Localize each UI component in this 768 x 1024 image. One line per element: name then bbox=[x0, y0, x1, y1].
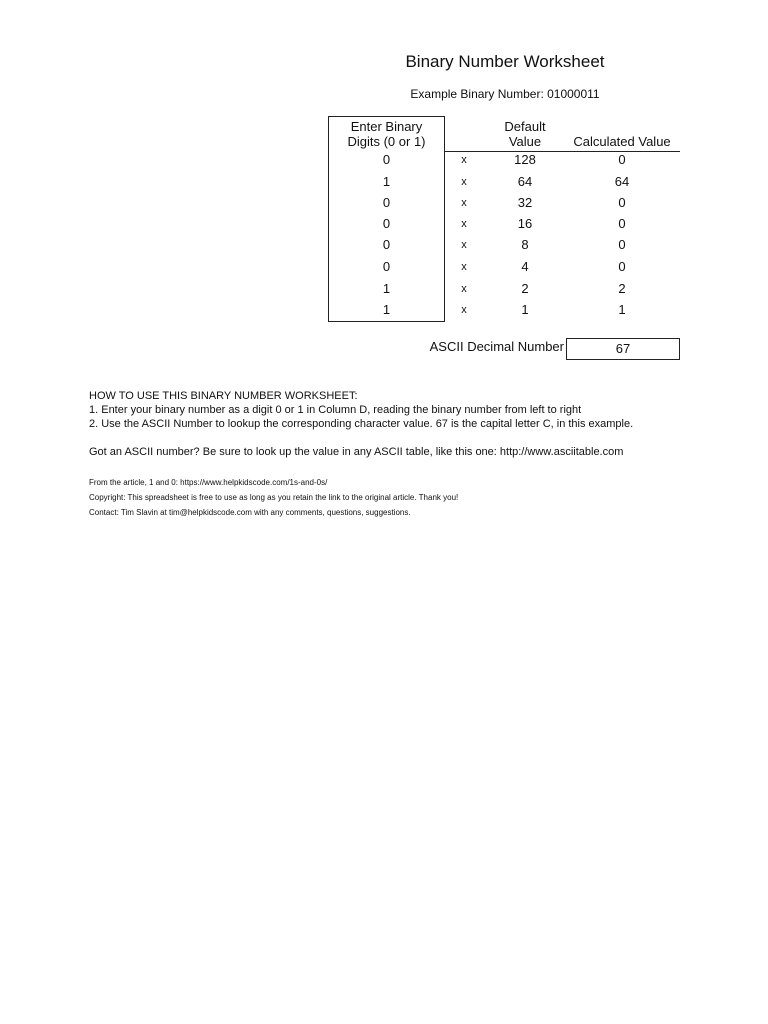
default-value: 1 bbox=[521, 302, 529, 317]
multiply-sign: x bbox=[461, 283, 467, 295]
binary-digit-input[interactable]: 1 bbox=[382, 302, 391, 317]
multiply-sign: x bbox=[461, 176, 467, 188]
calculated-value: 1 bbox=[618, 302, 626, 317]
binary-digit-input[interactable]: 0 bbox=[382, 195, 391, 210]
source-article-note: From the article, 1 and 0: https://www.helpkidscode.com/1s-and-0s/ bbox=[89, 478, 328, 487]
default-value: 128 bbox=[514, 152, 536, 167]
instructions-step-1: 1. Enter your binary number as a digit 0 or 1 in Column D, reading the binary number from left to right bbox=[89, 404, 582, 416]
copyright-note: Copyright: This spreadsheet is free to use as long as you retain the link to the original article. Thank you! bbox=[89, 493, 459, 502]
default-value: 2 bbox=[521, 281, 529, 296]
multiply-sign: x bbox=[461, 304, 467, 316]
binary-digit-input[interactable]: 0 bbox=[382, 259, 391, 274]
calculated-value: 0 bbox=[618, 216, 626, 231]
binary-digit-input[interactable]: 0 bbox=[382, 237, 391, 252]
default-value: 16 bbox=[517, 216, 533, 231]
instructions-heading: HOW TO USE THIS BINARY NUMBER WORKSHEET: bbox=[89, 390, 358, 402]
table-row bbox=[328, 193, 680, 213]
binary-table bbox=[328, 116, 680, 322]
default-value: 8 bbox=[521, 237, 529, 252]
multiply-sign: x bbox=[461, 218, 467, 230]
calculated-value: 0 bbox=[618, 237, 626, 252]
binary-digit-input[interactable]: 1 bbox=[382, 174, 391, 189]
ascii-table-tip: Got an ASCII number? Be sure to look up the value in any ASCII table, like this one: http://www.asciitable.com bbox=[89, 446, 624, 458]
calculated-value: 0 bbox=[618, 152, 626, 167]
table-row bbox=[328, 150, 680, 170]
instructions-step-2: 2. Use the ASCII Number to lookup the corresponding character value. 67 is the capital letter C, in this example. bbox=[89, 418, 634, 430]
binary-digit-input[interactable]: 0 bbox=[382, 152, 391, 167]
multiply-sign: x bbox=[461, 154, 467, 166]
table-row bbox=[328, 235, 680, 255]
table-row bbox=[328, 172, 680, 192]
binary-digit-input[interactable]: 0 bbox=[382, 216, 391, 231]
multiply-sign: x bbox=[461, 261, 467, 273]
binary-digit-input[interactable]: 1 bbox=[382, 281, 391, 296]
default-value: 4 bbox=[521, 259, 529, 274]
worksheet-title: Binary Number Worksheet bbox=[405, 52, 605, 71]
contact-note: Contact: Tim Slavin at tim@helpkidscode.com with any comments, questions, suggestions. bbox=[89, 508, 411, 517]
header-default-value: Default Value bbox=[504, 119, 546, 149]
multiply-sign: x bbox=[461, 239, 467, 251]
header-input-digits: Enter Binary Digits (0 or 1) bbox=[347, 119, 426, 149]
table-row bbox=[328, 300, 680, 320]
table-row bbox=[328, 279, 680, 299]
ascii-decimal-value: 67 bbox=[566, 338, 680, 360]
example-binary-number: Example Binary Number: 01000011 bbox=[410, 87, 600, 101]
calculated-value: 64 bbox=[614, 174, 630, 189]
table-row bbox=[328, 257, 680, 277]
calculated-value: 0 bbox=[618, 195, 626, 210]
default-value: 32 bbox=[517, 195, 533, 210]
ascii-decimal-label: ASCII Decimal Number bbox=[429, 339, 564, 354]
calculated-value: 0 bbox=[618, 259, 626, 274]
calculated-value: 2 bbox=[618, 281, 626, 296]
table-row bbox=[328, 214, 680, 234]
default-value: 64 bbox=[517, 174, 533, 189]
instructions-block bbox=[89, 389, 633, 431]
header-calculated-value: Calculated Value bbox=[573, 134, 671, 149]
multiply-sign: x bbox=[461, 197, 467, 209]
